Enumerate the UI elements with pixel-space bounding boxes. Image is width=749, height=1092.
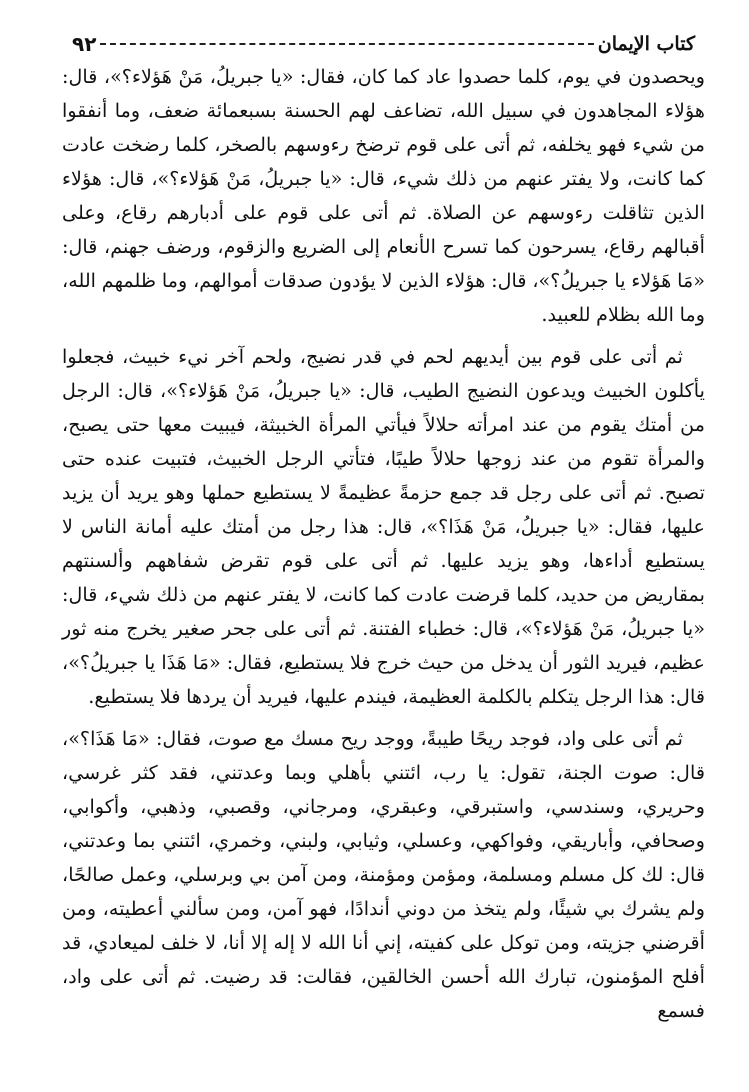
- page-body: [62, 60, 705, 1028]
- paragraph-continuation: ويحصدون في يوم، كلما حصدوا عاد كما كان، فقال: «يا جبريلُ، مَنْ هَؤلاء؟»، قال: هؤلاء المجاهدون في سبيل الله، تضاعف لهم الحسنة بسبعمائة ضعف، وما أنفقوا من شيء فهو يخلفه، ثم أتى على قوم ترضخ رءوسهم بالصخر، كلما رضخت عادت كما كانت، ولا يفتر عنهم من ذلك شيء، قال: «يا جبريلُ، مَنْ هَؤلاء؟»، قال: هؤلاء الذين تثاقلت رءوسهم عن الصلاة. ثم أتى على قوم على أدبارهم رقاع، وعلى أقبالهم رقاع، يسرحون كما تسرح الأنعام إلى الضريع والزقوم، ورضف جهنم، قال: «مَا هَؤلاء يا جبريلُ؟»، قال: هؤلاء الذين لا يؤدون صدقات أموالهم، وما ظلمهم الله، وما الله بظلام للعبيد.: [62, 65, 705, 326]
- paragraph-meat-and-bundle: ثم أتى على قوم بين أيديهم لحم في قدر نضيج، ولحم آخر نيء خبيث، فجعلوا يأكلون الخبيث ويدعون النضيج الطيب، قال: «يا جبريلُ، مَنْ هَؤلاء؟»، قال: الرجل من أمتك يقوم من عند امرأته حلالاً فيأتي المرأة الخبيثة، فيبيت معها حتى يصبح، والمرأة تقوم من عند زوجها حلالاً طيبًا، فتأتي الرجل الخبيث، فتبيت عنده حتى تصبح. ثم أتى على رجل قد جمع حزمةً عظيمةً لا يستطيع حملها وهو يريد أن يزيد عليها، فقال: «يا جبريلُ، مَنْ هَذَا؟»، قال: هذا رجل من أمتك عليه أمانة الناس لا يستطيع أداءها، وهو يزيد عليها. ثم أتى على قوم تقرض شفاههم وألسنتهم بمقاريض من حديد، كلما قرضت عادت كما كانت، لا يفتر عنهم من ذلك شيء، قال: «يا جبريلُ، مَنْ هَؤلاء؟»، قال: خطباء الفتنة. ثم أتى على جحر صغير يخرج منه ثور عظيم، فيريد الثور أن يدخل من حيث خرج فلا يستطيع، فقال: «مَا هَذَا يا جبريلُ؟»، قال: هذا الرجل يتكلم بالكلمة العظيمة، فيندم عليها، فيريد أن يردها فلا يستطيع.: [62, 345, 705, 708]
- header-divider: [100, 43, 593, 45]
- page-number: ٩٢: [72, 32, 97, 56]
- book-title: كتاب الإيمان: [597, 33, 695, 55]
- paragraph-valley-of-paradise: ثم أتى على واد، فوجد ريحًا طيبةً، ووجد ريح مسك مع صوت، فقال: «مَا هَذَا؟»، قال: صوت الجنة، تقول: يا رب، ائتني بأهلي وبما وعدتني، فقد كثر غرسي، وحريري، وسندسي، واستبرقي، وعبقري، ومرجاني، وقصبي، وذهبي، وأكوابي، وصحافي، وأباريقي، وفواكهي، وعسلي، وثيابي، ولبني، وخمري، ائتني بما وعدتني، قال: لك كل مسلم ومسلمة، ومؤمن ومؤمنة، ومن آمن بي وبرسلي، وعمل صالحًا، ولم يشرك بي شيئًا، ولم يتخذ من دوني أندادًا، فهو آمن، ومن سألني أعطيته، ومن أقرضني جزيته، ومن توكل على كفيته، إني أنا الله لا إله إلا أنا، لا خلف لميعادي، قد أفلح المؤمنون، تبارك الله أحسن الخالقين، فقالت: قد رضيت. ثم أتى على واد، فسمع: [62, 727, 705, 1022]
- running-header: [62, 28, 705, 60]
